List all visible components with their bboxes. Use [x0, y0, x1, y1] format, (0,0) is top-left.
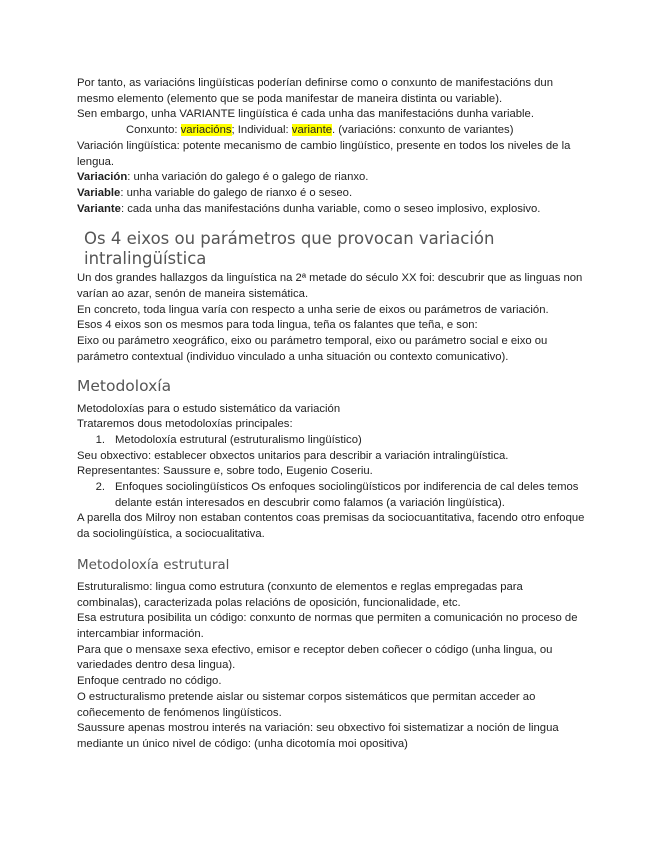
definition-text: : cada unha das manifestacións dunha variable, como o seseo implosivo, explosivo.	[120, 202, 541, 215]
eixos-paragraph-4: Eixo ou parámetro xeográfico, eixo ou parámetro temporal, eixo ou parámetro social e eixo ou parámetro contextual (individuo vinculado a unha situación ou contexto comunicativo).	[77, 335, 548, 363]
metodoloxia-paragraph-5: A parella dos Milroy non estaban contentos coas premisas da sociocuantitativa, facendo otro enfoque da sociolingüística, a sociocualitativa.	[77, 512, 585, 541]
highlight-variacions: variacións	[180, 124, 232, 137]
item-number: 1.	[95, 433, 105, 446]
definition-term: Variante	[77, 202, 121, 215]
set-label: Conxunto:	[126, 124, 181, 137]
section-heading-estrutural: Metodoloxía estrutural	[77, 556, 230, 573]
intro-paragraph-2: Sen embargo, unha VARIANTE lingüística é cada unha das manifestacións dunha variable.	[77, 108, 534, 121]
estrutural-paragraph-2: Esa estrutura posibilita un código: conxunto de normas que permiten a comunicación no proceso de intercambiar información.	[77, 612, 578, 640]
definition-text: : unha variación do galego é o galego de rianxo.	[127, 171, 369, 184]
set-individual-line	[77, 123, 585, 139]
definition-term: Variación	[77, 171, 128, 184]
eixos-paragraph-3: Esos 4 eixos son os mesmos para toda lingua, teña os falantes que teña, e son:	[77, 319, 478, 332]
metodoloxia-paragraph-2: Trataremos dous metodoloxías principales:	[77, 418, 293, 431]
definition-term: Variable	[77, 186, 121, 199]
item-text: Metodoloxía estrutural (estruturalismo lingüístico)	[115, 433, 362, 446]
metodoloxia-paragraph-1: Metodoloxías para o estudo sistemático da variación	[77, 402, 341, 415]
estrutural-paragraph-3: Para que o mensaxe sexa efectivo, emisor e receptor deben coñecer o código (unha lingua, ou variedades dentro desa lingua).	[77, 643, 553, 672]
intro-paragraph-3: Variación lingüística: potente mecanismo de cambio lingüístico, presente en todos los niveles de la lengua.	[77, 139, 571, 168]
estrutural-paragraph-1: Estruturalismo: lingua como estrutura (conxunto de elementos e reglas empregadas para combinalas), caracterizada polas relacións de oposición, funcionalidade, etc.	[77, 580, 523, 609]
definition-variacion	[77, 170, 585, 186]
highlight-variante: variante	[291, 124, 332, 137]
metodoloxia-paragraph-3: Seu obxectivo: establecer obxectos unitarios para describir a variación intralingüística.	[77, 449, 509, 462]
estrutural-paragraph-5: O estructuralismo pretende aislar ou sistemar corpos sistemáticos que permitan acceder ao coñecemento de fenómenos lingüísticos.	[77, 690, 536, 719]
item-number: 2.	[95, 481, 105, 494]
intro-paragraph-1: Por tanto, as variacións lingüísticas poderían definirse como o conxunto de manifestacións dun mesmo elemento (elemento que se poda manifestar de maneira distinta ou variable).	[77, 77, 553, 105]
definition-variante	[77, 202, 585, 218]
eixos-paragraph-2: En concreto, toda lingua varía con respecto a unha serie de eixos ou parámetros de variación.	[77, 303, 549, 316]
set-note: . (variacións: conxunto de variantes)	[332, 124, 514, 137]
numbered-item-2	[77, 480, 585, 511]
definition-text: : unha variable do galego de rianxo é o seseo.	[120, 186, 353, 199]
metodoloxia-paragraph-4: Representantes: Saussure e, sobre todo, Eugenio Coseriu.	[77, 465, 373, 478]
individual-label: ; Individual:	[231, 124, 292, 137]
estrutural-paragraph-4: Enfoque centrado no código.	[77, 675, 222, 688]
numbered-item-1	[77, 433, 585, 449]
definition-variable	[77, 186, 585, 202]
eixos-paragraph-1: Un dos grandes hallazgos da linguística na 2ª metade do século XX foi: descubrir que as linguas non varían ao azar, senón de maneira sistemática.	[77, 272, 583, 301]
estrutural-paragraph-6: Saussure apenas mostrou interés na variación: seu obxectivo foi sistematizar a noción de lingua mediante un único nivel de código: (unha dicotomía moi opositiva)	[77, 722, 559, 750]
item-text: Enfoques sociolingüísticos Os enfoques sociolingüísticos por indiferencia de cal deles temos delante están interesados en descubrir como falamos (a variación lingüística).	[115, 481, 579, 509]
section-heading-metodoloxia: Metodoloxía	[77, 376, 172, 395]
section-heading-eixos: Os 4 eixos ou parámetros que provocan variación intralingüística	[84, 229, 495, 269]
